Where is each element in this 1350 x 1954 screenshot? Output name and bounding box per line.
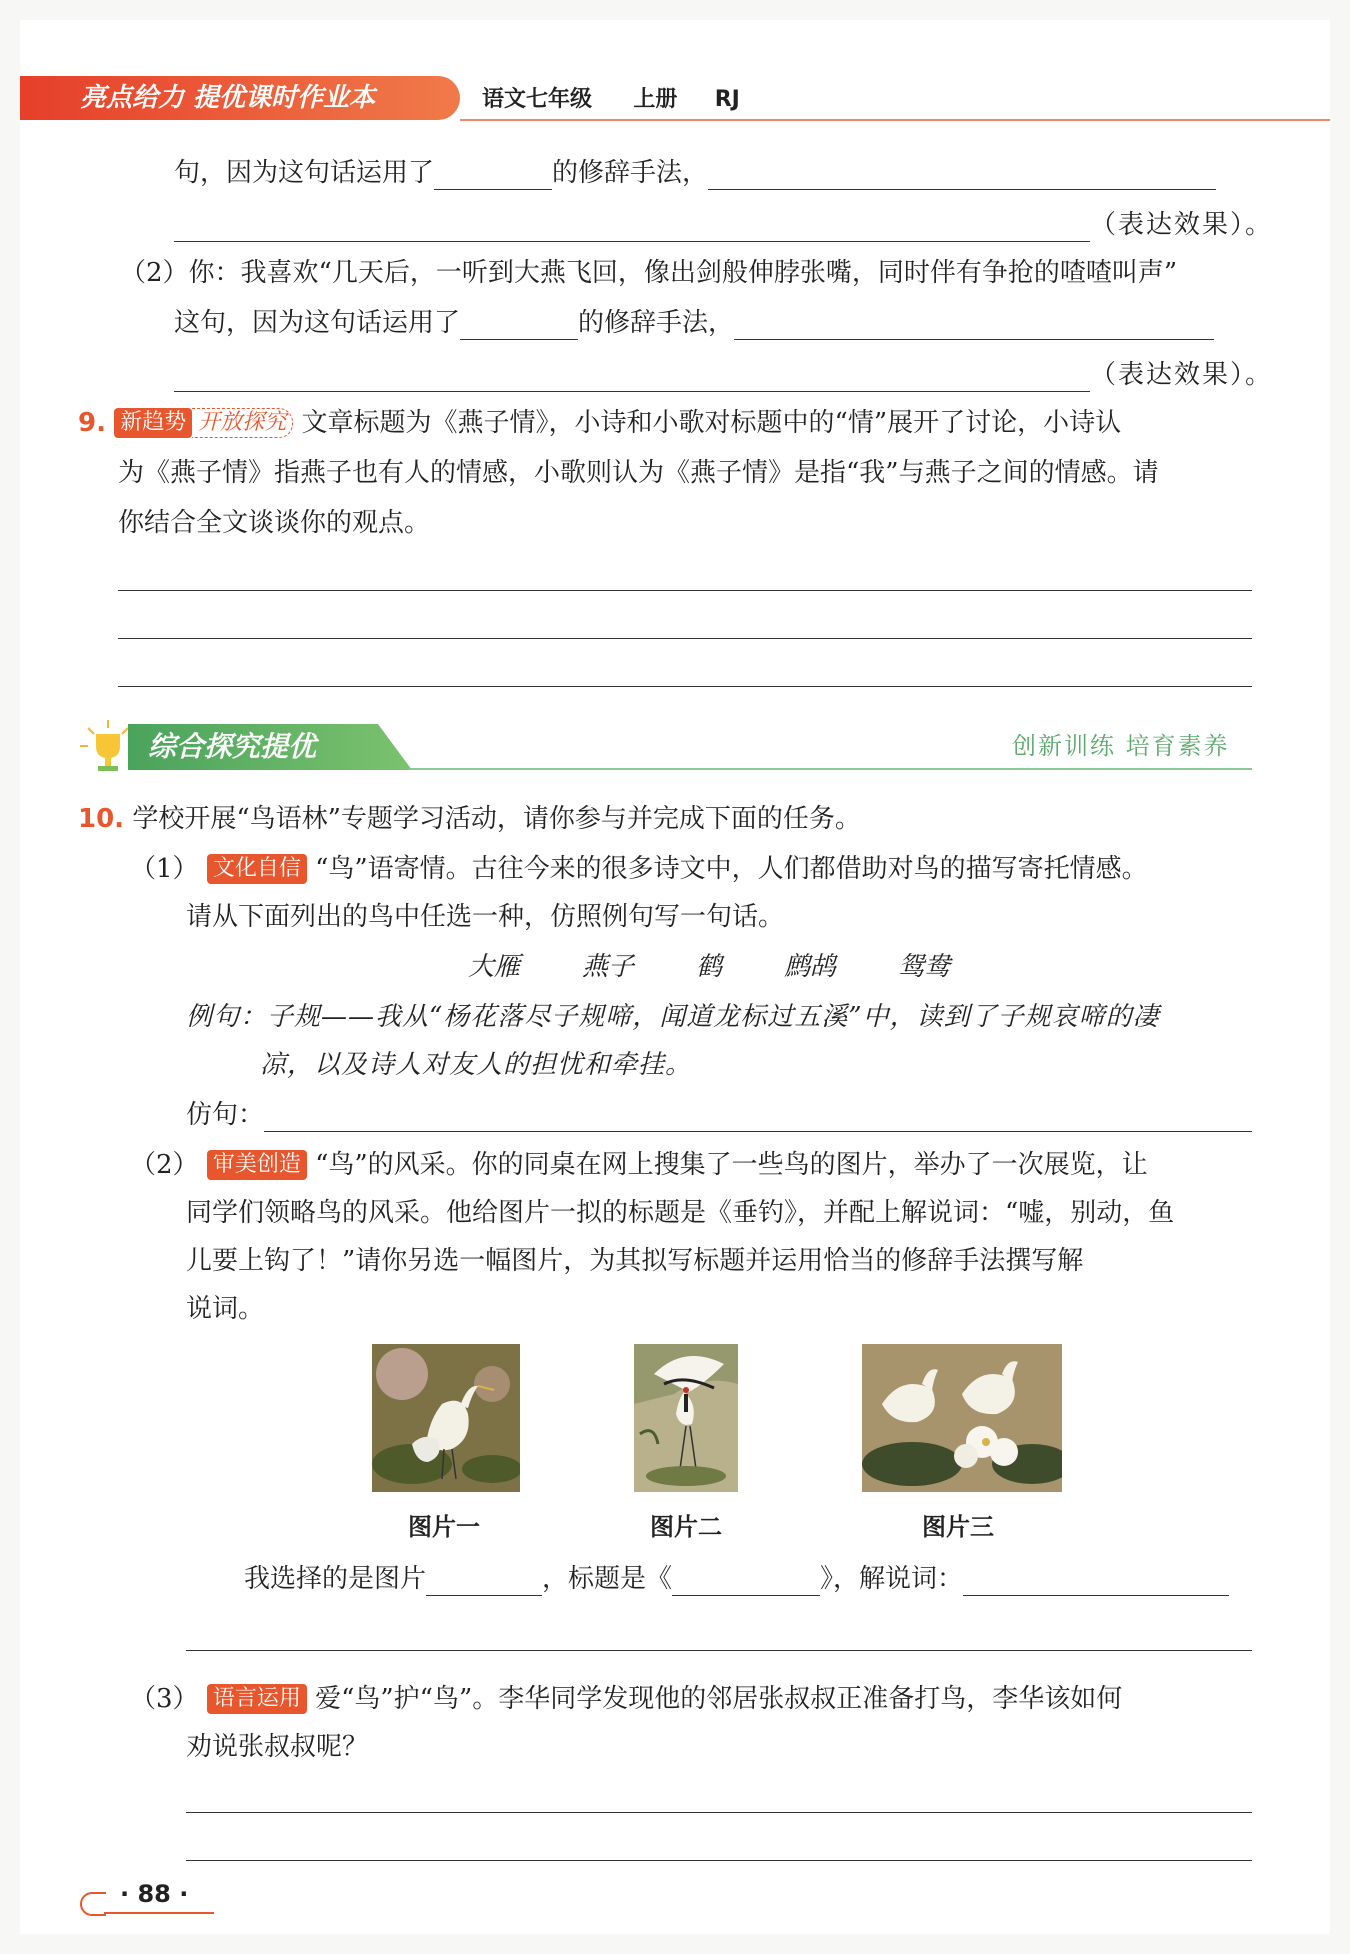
header-subject: 语文七年级: [482, 87, 593, 112]
answer-blank[interactable]: [708, 163, 1216, 190]
bird-option: 鹤: [696, 952, 723, 982]
answer-blank[interactable]: [426, 1569, 542, 1596]
answer-blank[interactable]: [734, 313, 1214, 340]
answer-blank[interactable]: [460, 313, 578, 340]
q9-tag: 新趋势: [114, 408, 192, 438]
imitate-line: 仿句：: [186, 1098, 1252, 1132]
page-number-rule: [104, 1912, 214, 1914]
picture-two-caption: 图片二: [650, 1513, 722, 1541]
q8-p2-line2: 这句，因为这句话运用了 的修辞手法，: [174, 306, 1214, 340]
header-volume: 上册: [633, 87, 678, 112]
q10-p1-tag: 文化自信: [207, 854, 307, 884]
section-title: 综合探究提优: [148, 730, 317, 763]
q9-tag-sub: 开放探究: [192, 408, 293, 438]
q10-p2-line2: 同学们领略鸟的风采。他给图片一拟的标题是《垂钓》，并配上解说词：“嘘，别动，鱼: [186, 1198, 1175, 1228]
section-rule: [410, 768, 1252, 770]
q8-p1-effect-line: （表达效果）。: [174, 208, 1273, 242]
q10-p3-line2: 劝说张叔叔呢？: [186, 1732, 369, 1762]
q10-p3-line1: （3） 语言运用 爱“鸟”护“鸟”。李华同学发现他的邻居张叔叔正准备打鸟，李华该如何: [130, 1684, 1123, 1714]
bird-option: 燕子: [582, 952, 635, 982]
example-line1: 例句：子规——我从“杨花落尽子规啼，闻道龙标过五溪”中，读到了子规哀啼的凄: [186, 1002, 1160, 1032]
picture-two[interactable]: [634, 1344, 738, 1492]
header-subject-row: [482, 86, 740, 114]
q9-line3: 你结合全文谈谈你的观点。: [118, 508, 431, 538]
q8-p2-line1: （2）你：我喜欢“几天后，一听到大燕飞回，像出剑般伸脖张嘴，同时伴有争抢的喳喳叫声”: [120, 258, 1178, 288]
picture-three[interactable]: [862, 1344, 1062, 1492]
answer-blank[interactable]: [434, 163, 552, 190]
answer-blank[interactable]: [264, 1105, 1252, 1132]
q9-line1: 9. 新趋势 开放探究 文章标题为《燕子情》，小诗和小歌对标题中的“情”展开了讨论，小诗认: [78, 408, 1122, 438]
picture-answer-line: 我选择的是图片 ，标题是《 》，解说词：: [244, 1562, 1229, 1596]
q10-p2-line1: （2） 审美创造 “鸟”的风采。你的同桌在网上搜集了一些鸟的图片，举办了一次展览，让: [130, 1150, 1148, 1180]
q10-p1-line2: 请从下面列出的鸟中任选一种，仿照例句写一句话。: [186, 902, 785, 932]
picture-answer-extra-line[interactable]: [186, 1650, 1252, 1651]
bird-option: 大雁: [468, 952, 521, 982]
q9-answer-line[interactable]: [118, 590, 1252, 591]
page-number: · 88 ·: [120, 1880, 189, 1908]
page-number-decoration: [80, 1892, 106, 1916]
q10-p3-answer-line[interactable]: [186, 1860, 1252, 1861]
q9-number: 9.: [78, 408, 106, 438]
q8-p2-effect-line: （表达效果）。: [174, 358, 1273, 392]
bird-list: [468, 950, 950, 984]
q10-p2-line4: 说词。: [186, 1294, 265, 1324]
bird-option: 鹧鸪: [784, 952, 837, 982]
picture-three-caption: 图片三: [922, 1513, 994, 1541]
q9-line2: 为《燕子情》指燕子也有人的情感，小歌则认为《燕子情》是指“我”与燕子之间的情感。请: [118, 458, 1159, 488]
answer-blank[interactable]: [174, 215, 1090, 242]
q9-answer-line[interactable]: [118, 638, 1252, 639]
workbook-page: [20, 20, 1330, 1934]
header-series: 亮点给力 提优课时作业本: [80, 83, 376, 113]
answer-blank[interactable]: [963, 1569, 1229, 1596]
picture-one-caption: 图片一: [408, 1513, 480, 1541]
answer-blank[interactable]: [174, 365, 1090, 392]
bird-option: 鸳鸯: [898, 952, 951, 982]
header-rule: [460, 119, 1330, 121]
q10-p2-line3: 儿要上钩了！”请你另选一幅图片，为其拟写标题并运用恰当的修辞手法撰写解: [186, 1246, 1084, 1276]
q10-p1-line1: （1） 文化自信 “鸟”语寄情。古往今来的很多诗文中，人们都借助对鸟的描写寄托情感。: [130, 854, 1148, 884]
q9-answer-line[interactable]: [118, 686, 1252, 687]
q10-p3-tag: 语言运用: [207, 1684, 307, 1714]
section-subtitle: 创新训练 培育素养: [1012, 732, 1230, 760]
q8-p1-line1: 句，因为这句话运用了 的修辞手法，: [174, 156, 1216, 190]
picture-one[interactable]: [372, 1344, 520, 1492]
q10-p3-answer-line[interactable]: [186, 1812, 1252, 1813]
header-edition: RJ: [714, 87, 740, 112]
example-line2: 凉，以及诗人对友人的担忧和牵挂。: [260, 1050, 693, 1080]
q10-p2-tag: 审美创造: [207, 1150, 307, 1180]
q10-number: 10.: [78, 804, 125, 834]
answer-blank[interactable]: [672, 1569, 820, 1596]
q10-stem: 10. 学校开展“鸟语林”专题学习活动，请你参与并完成下面的任务。: [78, 804, 861, 834]
